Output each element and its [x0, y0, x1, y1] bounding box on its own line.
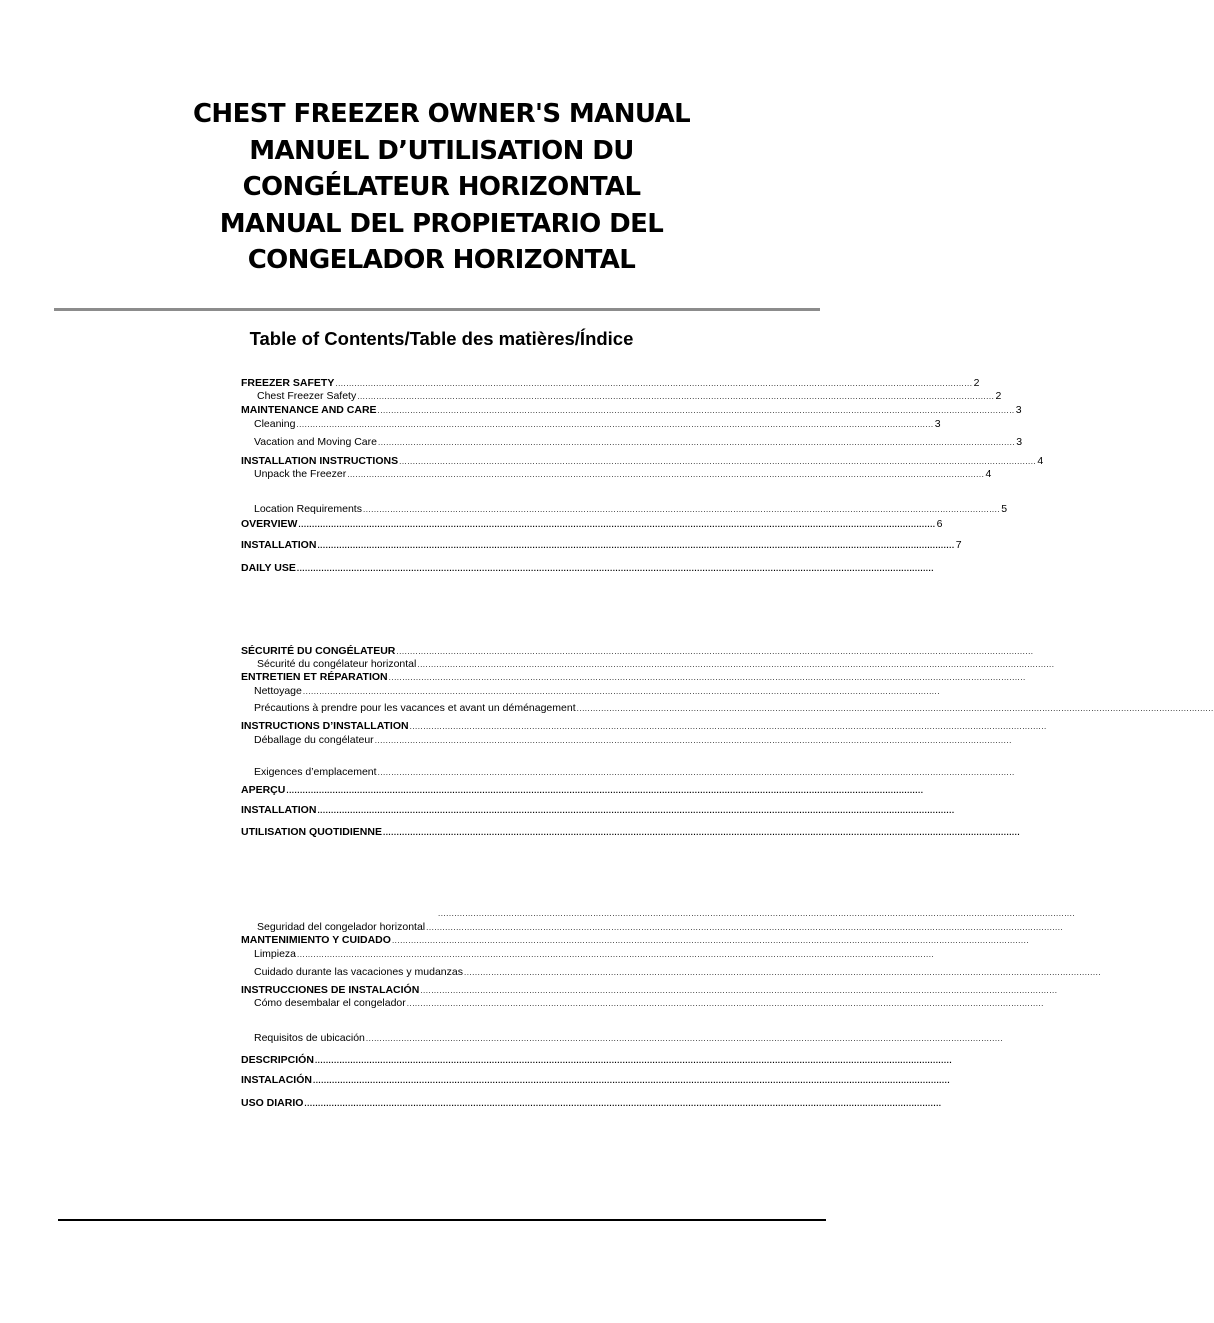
toc-entry-unpack-the-freezer[interactable] [254, 468, 992, 481]
toc-leader: .......................................................................................................................................................................................................................................... [302, 687, 940, 696]
title-line-es-1: MANUAL DEL PROPIETARIO DEL [219, 208, 664, 239]
toc-page: 3 [1015, 404, 1022, 416]
toc-entry-securite-du-congelateur-horizontal[interactable] [257, 658, 1055, 671]
toc-label: Location Requirements [254, 503, 362, 515]
toc-leader: .......................................................................................................................................................................................................................................... [365, 1034, 1004, 1043]
toc-leader: .......................................................................................................................................................................................................................................... [426, 923, 1064, 932]
toc-page: 4 [1037, 455, 1044, 467]
toc-leader: .......................................................................................................................................................................................................................................... [347, 470, 985, 479]
toc-leader: .......................................................................................................................................................................................................................................... [362, 505, 1001, 514]
toc-leader: .......................................................................................................................................................................................................................................... [438, 909, 1076, 918]
toc-entry-seguridad-del-congelador-horizontal[interactable] [257, 921, 1064, 934]
toc-leader: .......................................................................................................................................................................................................................................... [463, 968, 1102, 977]
toc-entry-uso-diario[interactable] [241, 1097, 942, 1110]
toc-entry-daily-use[interactable] [241, 562, 934, 575]
toc-label: INSTALLATION [241, 539, 317, 551]
toc-leader: .......................................................................................................................................................................................................................................... [314, 1056, 953, 1065]
toc-label: OVERVIEW [241, 518, 298, 530]
footer-divider [58, 1219, 826, 1221]
toc-label: Limpieza [254, 948, 297, 960]
toc-label: Cómo desembalar el congelador [254, 997, 406, 1009]
toc-entry-instrucciones-de-instalacion[interactable] [241, 984, 1058, 997]
toc-page: 2 [995, 390, 1002, 402]
toc-leader: .......................................................................................................................................................................................................................................... [406, 999, 1044, 1008]
toc-leader: .......................................................................................................................................................................................................................................... [357, 392, 995, 401]
toc-leader: .......................................................................................................................................................................................................................................... [296, 420, 934, 429]
title-line-fr-1: MANUEL D’UTILISATION DU [249, 135, 634, 166]
toc-label: UTILISATION QUOTIDIENNE [241, 826, 382, 838]
toc-label: INSTRUCCIONES DE INSTALACIÓN [241, 984, 420, 996]
toc-leader: .......................................................................................................................................................................................................................................... [377, 406, 1015, 415]
toc-leader: .......................................................................................................................................................................................................................................... [396, 647, 1034, 656]
toc-entry-descripcion[interactable] [241, 1054, 953, 1067]
toc-entry-requisitos-de-ubicacion[interactable] [254, 1032, 1004, 1045]
title-divider [54, 308, 820, 311]
toc-entry-maintenance-and-care[interactable] [241, 404, 1022, 417]
toc-label: SÉCURITÉ DU CONGÉLATEUR [241, 645, 396, 657]
toc-label: Précautions à prendre pour les vacances et avant un déménagement [254, 702, 576, 714]
toc-leader: .......................................................................................................................................................................................................................................... [304, 1099, 942, 1108]
toc-label: Unpack the Freezer [254, 468, 347, 480]
toc-entry-como-desembalar[interactable] [254, 997, 1044, 1010]
toc-label: ENTRETIEN ET RÉPARATION [241, 671, 388, 683]
toc-label: INSTRUCTIONS D’INSTALLATION [241, 720, 409, 732]
toc-entry-utilisation-quotidienne[interactable] [241, 826, 1021, 839]
toc-entry-overview[interactable] [241, 518, 943, 531]
toc-page: 7 [955, 539, 962, 551]
toc-leader: .......................................................................................................................................................................................................................................... [297, 950, 935, 959]
toc-entry-apercu[interactable] [241, 784, 924, 797]
toc-entry-cuidado-vacaciones[interactable] [254, 966, 1102, 979]
toc-entry-entretien-et-reparation[interactable] [241, 671, 1026, 684]
toc-label: Chest Freezer Safety [257, 390, 357, 402]
toc-page: 3 [1016, 436, 1023, 448]
title-line-en: CHEST FREEZER OWNER'S MANUAL [192, 99, 691, 129]
toc-leader: .......................................................................................................................................................................................................................................... [335, 379, 973, 388]
toc-leader: .......................................................................................................................................................................................................................................... [377, 768, 1015, 777]
toc-leader: .......................................................................................................................................................................................................................................... [317, 806, 955, 815]
toc-entry-installation-fr[interactable] [241, 804, 955, 817]
toc-entry-freezer-safety[interactable] [241, 377, 980, 390]
toc-leader: .......................................................................................................................................................................................................................................... [317, 541, 955, 550]
title-line-es-2: CONGELADOR HORIZONTAL [247, 245, 636, 275]
toc-leader: .......................................................................................................................................................................................................................................... [286, 786, 924, 795]
toc-entry-mantenimiento-y-cuidado[interactable] [241, 934, 1030, 947]
toc-page: 3 [934, 418, 941, 430]
toc-leader: .......................................................................................................................................................................................................................................... [377, 438, 1016, 447]
toc-label: MAINTENANCE AND CARE [241, 404, 377, 416]
toc-label: Déballage du congélateur [254, 734, 374, 746]
toc-label: APERÇU [241, 784, 286, 796]
toc-entry-instructions-d-installation[interactable] [241, 720, 1047, 733]
toc-leader: .......................................................................................................................................................................................................................................... [409, 722, 1047, 731]
toc-page: 4 [985, 468, 992, 480]
toc-entry-location-requirements[interactable] [254, 503, 1008, 516]
toc-entry-securite-du-congelateur[interactable] [241, 645, 1034, 658]
toc-label: Vacation and Moving Care [254, 436, 377, 448]
toc-leader: .......................................................................................................................................................................................................................................... [296, 564, 934, 573]
toc-label: INSTALLATION INSTRUCTIONS [241, 455, 399, 467]
toc-entry-deballage-du-congelateur[interactable] [254, 734, 1012, 747]
toc-entry-limpieza[interactable] [254, 948, 935, 961]
toc-entry-installation-instructions[interactable] [241, 455, 1044, 468]
toc-entry-cleaning[interactable] [254, 418, 941, 431]
toc-label: Exigences d’emplacement [254, 766, 377, 778]
title-line-fr-2: CONGÉLATEUR HORIZONTAL [242, 172, 641, 202]
toc-heading: Table of Contents/Table des matières/Índice [249, 328, 634, 349]
toc-leader: .......................................................................................................................................................................................................................................... [388, 673, 1026, 682]
toc-leader: .......................................................................................................................................................................................................................................... [420, 986, 1058, 995]
toc-leader: .......................................................................................................................................................................................................................................... [382, 828, 1021, 837]
toc-page: 5 [1001, 503, 1008, 515]
toc-label: INSTALLATION [241, 804, 317, 816]
toc-leader: .......................................................................................................................................................................................................................................... [298, 520, 936, 529]
toc-label: DAILY USE [241, 562, 296, 574]
toc-entry-chest-freezer-safety[interactable] [257, 390, 1002, 403]
toc-label: Cleaning [254, 418, 296, 430]
toc-page: 2 [973, 377, 980, 389]
toc-leader: .......................................................................................................................................................................................................................................... [312, 1076, 951, 1085]
toc-entry-installation[interactable] [241, 539, 962, 552]
toc-entry-precautions-vacances[interactable] [254, 702, 1214, 715]
toc-leader: .......................................................................................................................................................................................................................................... [374, 736, 1012, 745]
toc-leader: .......................................................................................................................................................................................................................................... [576, 704, 1214, 713]
toc-entry-nettoyage[interactable] [254, 685, 940, 698]
manual-title [0, 96, 883, 279]
toc-entry-exigences-d-emplacement[interactable] [254, 766, 1015, 779]
toc-page: 6 [936, 518, 943, 530]
toc-label: Seguridad del congelador horizontal [257, 921, 426, 933]
toc-entry-vacation-and-moving-care[interactable] [254, 436, 1023, 449]
toc-label: Requisitos de ubicación [254, 1032, 365, 1044]
toc-label: Nettoyage [254, 685, 302, 697]
toc-entry-seguridad-heading[interactable] [437, 907, 1076, 920]
toc-leader: .......................................................................................................................................................................................................................................... [399, 457, 1037, 466]
toc-label: Sécurité du congélateur horizontal [257, 658, 417, 670]
toc-label: FREEZER SAFETY [241, 377, 335, 389]
toc-label: DESCRIPCIÓN [241, 1054, 314, 1066]
toc-label: USO DIARIO [241, 1097, 304, 1109]
toc-leader: .......................................................................................................................................................................................................................................... [417, 660, 1055, 669]
toc-label: Cuidado durante las vacaciones y mudanzas [254, 966, 463, 978]
toc-entry-instalacion[interactable] [241, 1074, 951, 1087]
toc-leader: .......................................................................................................................................................................................................................................... [391, 936, 1030, 945]
toc-label: INSTALACIÓN [241, 1074, 312, 1086]
toc-label: MANTENIMIENTO Y CUIDADO [241, 934, 391, 946]
